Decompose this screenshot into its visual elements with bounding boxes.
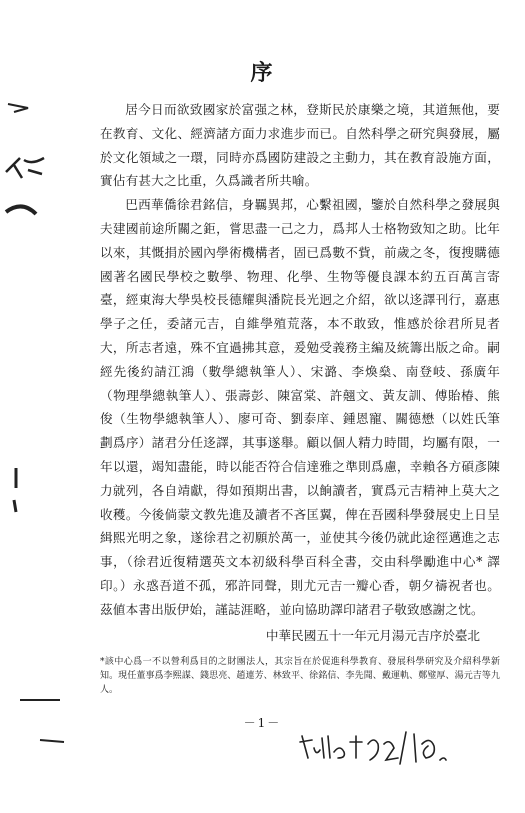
left-margin-marks	[0, 0, 70, 813]
margin-scribble-4	[14, 468, 16, 512]
page-number: －1－	[243, 716, 282, 730]
margin-scribble-3	[6, 206, 36, 214]
preface-title: 序	[250, 60, 275, 86]
handwritten-note	[298, 726, 458, 766]
margin-scribble-1	[8, 104, 28, 112]
footnote: *該中心爲一不以營利爲目的之財團法人，其宗旨在於促進科學教育、發展科學研究及介紹科學新知。現任董事爲李熙謀、錢思亮、趙連芳、林致平、徐銘信、李先聞、戴運軌、鄭璧厚、湯元吉等九人。	[100, 657, 500, 695]
margin-scribble-6	[40, 740, 64, 742]
margin-scribble-2	[6, 158, 44, 178]
preface-body	[100, 98, 500, 622]
paragraph-1: 居今日而欲致國家於富强之林，登斯民於康樂之境，其道無他，要在教育、文化、經濟諸方面力求進步而已。自然科學之研究與發展，屬於文化領域之一環，同時亦爲國防建設之主動力，其在教育設施方面，實佔有甚大之比重，久爲識者所共喻。	[100, 102, 500, 189]
signature-line: 中華民國五十一年元月湯元吉序於臺北	[265, 628, 480, 643]
paragraph-2: 巴西華僑徐君銘信，身羈異邦，心繫祖國，鑒於自然科學之發展與夫建國前途所關之鉅，嘗思盡一己之力，爲邦人士格物致知之助。比年以來，其慨捐於國內學術機構者，固已爲數不貲，前歲之冬，復搜購德國著名國民學校之數學、物理、化學、生物等優良課本約五百萬言寄臺，經東海大學吳校長德耀與潘院長光迥之介紹，欲以迻譯刊行，嘉惠學子之任，委諸元吉，自維學殖荒落，本不敢致，惟感於徐君所見者大，所志者遠，殊不宜過拂其意，爰勉受義務主編及統籌出版之命。嗣經先後約請江鴻（數學總執筆人）、宋潞、李煥燊、南登岐、孫廣年（物理學總執筆人）、張壽彭、陳富棠、許翹文、黃友訓、傅貽椿、熊俊（生物學總執筆人）、廖可奇、劉泰庠、鍾恩寵、關德懋（以姓氏筆劃爲序）諸君分任迻譯，其事遂舉。顧以個人精力時間，均屬有限，一年以還，竭知盡能，時以能否符合信達雅之準則爲慮，幸賴各方碩彥陳力就列，各自靖獻，得如預期出書，以餉讀者，實爲元吉精神上莫大之收穫。今後倘蒙文教先進及讀者不吝匡翼，俾在吾國科學發展史上日呈緝熙光明之象，遂徐君之初願於萬一，並使其今後仍就此途徑邁進之志事，（徐君近復精選英文本初級科學百科全書，交由科學勵進中心* 譯印。）永惑吾道不孤，邪許同聲，則尤元吉一瓣心香，朝夕禱祝者也。茲値本書出版伊始，謹誌涯略，並向協助譯印諸君子敬致感謝之忱。	[100, 197, 500, 617]
